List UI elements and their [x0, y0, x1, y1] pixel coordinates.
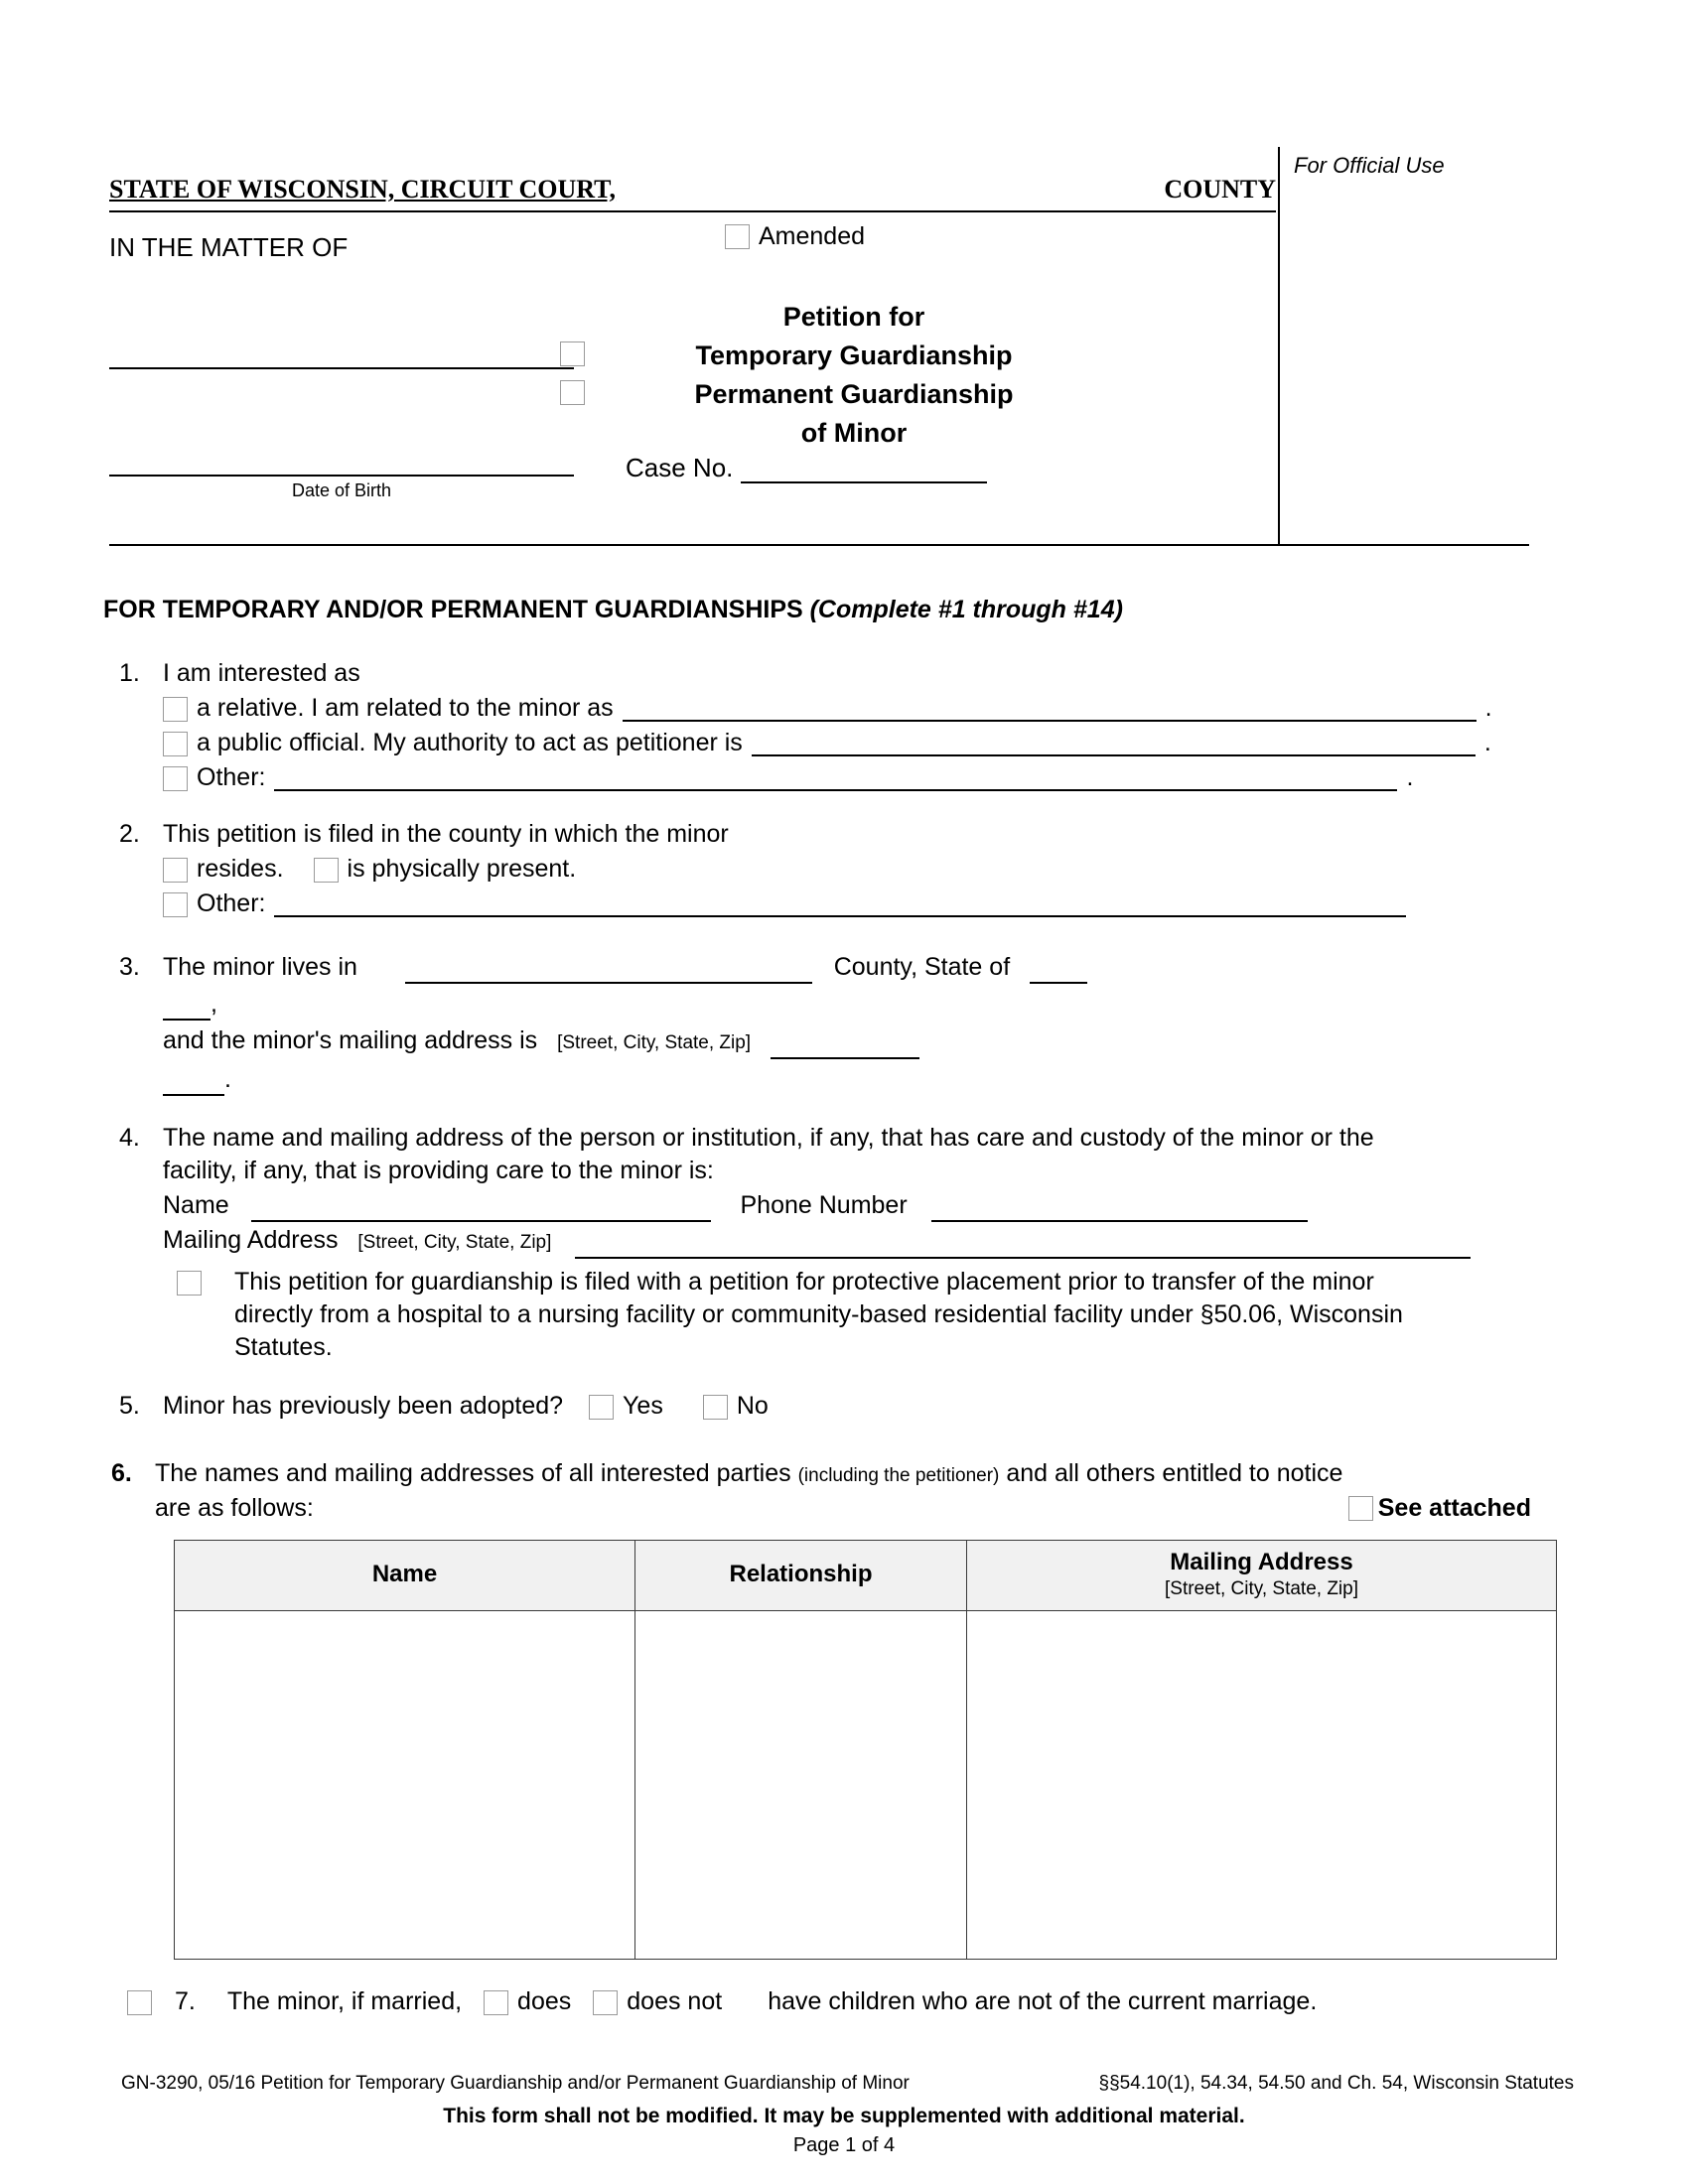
item-5-no-label: No — [736, 1392, 769, 1420]
item-6-see-attached-row[interactable] — [1348, 1492, 1531, 1525]
permanent-guardianship-label: Permanent Guardianship — [694, 379, 1014, 409]
item-1-other-label: Other: — [197, 763, 266, 791]
item-4-number: 4. — [119, 1124, 140, 1152]
table-header-relationship: Relationship — [635, 1541, 967, 1611]
item-7-text-b: have children who are not of the current marriage. — [768, 1987, 1318, 2015]
see-attached-label: See attached — [1377, 1494, 1531, 1522]
item-1-relative-checkbox[interactable] — [163, 697, 188, 722]
item-1-intro: I am interested as — [163, 659, 360, 687]
item-7[interactable] — [127, 1985, 1537, 2018]
item-6-number: 6. — [111, 1459, 132, 1487]
item-3-address-lead-label: and the minor's mailing address is — [163, 1026, 538, 1054]
item-1-option-other-row[interactable] — [163, 761, 1492, 794]
item-3-state-continuation-row — [163, 988, 1087, 1021]
item-6-including-petitioner: (including the petitioner) — [797, 1465, 1000, 1486]
item-2-option-other-row[interactable] — [163, 887, 1406, 920]
item-2-physically-present-checkbox[interactable] — [314, 858, 339, 883]
item-3-address-continuation-row — [163, 1063, 1087, 1096]
item-4-mailing-row — [163, 1224, 1471, 1259]
see-attached-checkbox[interactable] — [1348, 1496, 1373, 1521]
item-3-address-input-line-a[interactable] — [771, 1033, 919, 1059]
item-1-relative-label: a relative. I am related to the minor as — [197, 694, 614, 722]
item-4-protective-placement-checkbox[interactable] — [177, 1271, 202, 1296]
date-of-birth-label: Date of Birth — [291, 480, 392, 500]
item-6-line-1 — [155, 1457, 1531, 1492]
table-header-row — [175, 1541, 1557, 1611]
item-3-state-label: County, State of — [833, 953, 1011, 981]
item-3-period: . — [224, 1065, 231, 1093]
of-minor-line — [596, 414, 1112, 453]
item-6-line-2 — [155, 1492, 1531, 1525]
item-5-question-label: Minor has previously been adopted? — [163, 1392, 564, 1420]
item-5-body[interactable] — [163, 1390, 769, 1423]
petition-for-label: Petition for — [782, 302, 925, 332]
item-7-does-not-checkbox[interactable] — [593, 1990, 618, 2015]
item-2-intro: This petition is filed in the county in which the minor — [163, 820, 729, 848]
item-1-body — [163, 657, 1492, 794]
permanent-guardianship-checkbox[interactable] — [560, 380, 585, 405]
item-3-county-row — [163, 951, 1087, 984]
item-3-comma: , — [211, 990, 217, 1018]
item-5-no-checkbox[interactable] — [703, 1395, 728, 1420]
in-the-matter-of-label: IN THE MATTER OF — [109, 232, 349, 262]
item-1-other-input-line[interactable] — [274, 765, 1397, 791]
item-6-as-follows-label: are as follows: — [155, 1494, 314, 1522]
item-2-number: 2. — [119, 820, 140, 848]
item-1-other-checkbox[interactable] — [163, 766, 188, 791]
case-number-row[interactable] — [626, 453, 987, 483]
footer-statutes: §§54.10(1), 54.34, 54.50 and Ch. 54, Wisconsin Statutes — [1098, 2073, 1574, 2094]
item-4-protective-line-3: Statutes. — [234, 1333, 333, 1361]
minor-name-input-line[interactable] — [109, 367, 574, 369]
item-1-public-official-period: . — [1483, 729, 1491, 756]
official-use-box — [1278, 147, 1529, 544]
interested-parties-table — [174, 1540, 1557, 1960]
item-1-relative-period: . — [1484, 694, 1492, 722]
amended-checkbox[interactable] — [725, 224, 750, 249]
item-6-body — [155, 1457, 1531, 1525]
temporary-guardianship-row[interactable] — [596, 337, 1112, 375]
item-7-does-label: does — [517, 1987, 572, 2015]
item-7-does-not-label: does not — [627, 1987, 723, 2015]
footer-top-row — [0, 2073, 1688, 2103]
item-5-yes-checkbox[interactable] — [589, 1395, 614, 1420]
item-2-resides-checkbox[interactable] — [163, 858, 188, 883]
case-number-label: Case No. — [626, 453, 734, 482]
item-1-public-official-input-line[interactable] — [752, 731, 1476, 756]
caption-bottom-rule — [109, 544, 1529, 546]
item-4-protective-line-1: This petition for guardianship is filed with a petition for protective placement prior to transfer of the minor — [234, 1268, 1374, 1296]
section-heading — [103, 596, 1123, 624]
item-3-address-hint: [Street, City, State, Zip] — [557, 1032, 752, 1053]
item-1-option-official-row[interactable] — [163, 727, 1492, 759]
petition-title-block — [596, 298, 1112, 453]
court-title-line — [109, 175, 1276, 212]
item-4-name-phone-row — [163, 1189, 1471, 1222]
item-2-physically-present-label: is physically present. — [347, 855, 577, 883]
item-3-number: 3. — [119, 953, 140, 981]
table-cell-relationship[interactable] — [635, 1611, 967, 1960]
amended-label: Amended — [759, 222, 866, 250]
item-3-address-row — [163, 1024, 1087, 1059]
item-2-other-input-line[interactable] — [274, 891, 1406, 917]
item-4-phone-input-line[interactable] — [931, 1196, 1308, 1222]
temporary-guardianship-label: Temporary Guardianship — [695, 341, 1013, 370]
item-4-mailing-label: Mailing Address — [163, 1226, 339, 1254]
item-3-lead-label: The minor lives in — [163, 953, 357, 981]
item-5-yes-label: Yes — [623, 1392, 663, 1420]
table-cell-name[interactable] — [175, 1611, 635, 1960]
item-2-other-checkbox[interactable] — [163, 892, 188, 917]
item-4-protective-placement-text — [234, 1266, 1515, 1364]
item-2-other-label: Other: — [197, 889, 266, 917]
item-5-number: 5. — [119, 1392, 140, 1420]
table-header-mailing-address-sub: [Street, City, State, Zip] — [1165, 1578, 1358, 1599]
caption-left — [109, 147, 1276, 544]
item-6-line-1-part-a: The names and mailing addresses of all interested parties — [155, 1459, 798, 1487]
footer-form-id: GN-3290, 05/16 Petition for Temporary Guardianship and/or Permanent Guardianship of Minor — [121, 2073, 910, 2094]
table-header-mailing-address — [967, 1541, 1557, 1611]
permanent-guardianship-row[interactable] — [596, 375, 1112, 414]
item-3-body — [163, 951, 1087, 1096]
item-4-mailing-hint: [Street, City, State, Zip] — [357, 1232, 552, 1253]
case-number-input-line[interactable] — [741, 456, 987, 483]
county-label: COUNTY — [1164, 175, 1276, 204]
item-1-public-official-checkbox[interactable] — [163, 732, 188, 756]
table-header-mailing-address-main: Mailing Address — [1170, 1549, 1353, 1575]
item-7-does-checkbox[interactable] — [484, 1990, 508, 2015]
caption-block — [109, 147, 1529, 544]
footer-notice: This form shall not be modified. It may be supplemented with additional material. — [443, 2105, 1245, 2127]
item-2-resides-label: resides. — [197, 855, 284, 883]
item-4-body — [163, 1122, 1471, 1259]
item-4-phone-label: Phone Number — [740, 1191, 908, 1219]
item-7-number: 7. — [175, 1987, 196, 2015]
item-2-options-row[interactable] — [163, 853, 1406, 886]
item-1-number: 1. — [119, 659, 140, 687]
date-of-birth-input-line[interactable] — [109, 475, 574, 477]
official-use-label: For Official Use — [1294, 153, 1445, 178]
item-3-county-input-line[interactable] — [405, 958, 812, 984]
item-4-line-1: The name and mailing address of the person or institution, if any, that has care and custody of the minor or the — [163, 1124, 1374, 1152]
court-title-label: STATE OF WISCONSIN, CIRCUIT COURT, — [109, 175, 617, 204]
item-3-state-input-line-a[interactable] — [1030, 958, 1087, 984]
amended-row[interactable] — [725, 222, 865, 251]
section-heading-emphasis: (Complete #1 through #14) — [809, 596, 1123, 623]
of-minor-label: of Minor — [800, 418, 908, 448]
item-4-protective-line-2: directly from a hospital to a nursing facility or community-based residential facility under §50.06, Wisconsin — [234, 1300, 1403, 1328]
item-3-address-input-line-b[interactable] — [163, 1070, 224, 1096]
page-footer — [0, 2073, 1688, 2157]
item-7-text-a: The minor, if married, — [226, 1987, 463, 2015]
item-1-relative-input-line[interactable] — [623, 696, 1477, 722]
item-4-name-label: Name — [163, 1191, 229, 1219]
item-7-checkbox[interactable] — [127, 1990, 152, 2015]
item-4-mailing-input-line[interactable] — [575, 1233, 1471, 1259]
item-1-public-official-label: a public official. My authority to act as petitioner is — [197, 729, 743, 756]
section-heading-text: FOR TEMPORARY AND/OR PERMANENT GUARDIANSHIPS — [103, 596, 810, 623]
table-row[interactable] — [175, 1611, 1557, 1960]
temporary-guardianship-checkbox[interactable] — [560, 341, 585, 366]
item-4-name-input-line[interactable] — [251, 1196, 711, 1222]
item-2-body — [163, 818, 1406, 920]
item-4-line-2: facility, if any, that is providing care to the minor is: — [163, 1157, 714, 1184]
item-1-option-relative-row[interactable] — [163, 692, 1492, 725]
item-1-other-period: . — [1406, 763, 1414, 791]
item-6-line-1-part-b: and all others entitled to notice — [999, 1459, 1343, 1487]
item-3-state-input-line-b[interactable] — [163, 995, 211, 1021]
petition-for-line — [596, 298, 1112, 337]
table-cell-mailing-address[interactable] — [967, 1611, 1557, 1960]
footer-page-number: Page 1 of 4 — [792, 2134, 896, 2156]
table-header-name: Name — [175, 1541, 635, 1611]
